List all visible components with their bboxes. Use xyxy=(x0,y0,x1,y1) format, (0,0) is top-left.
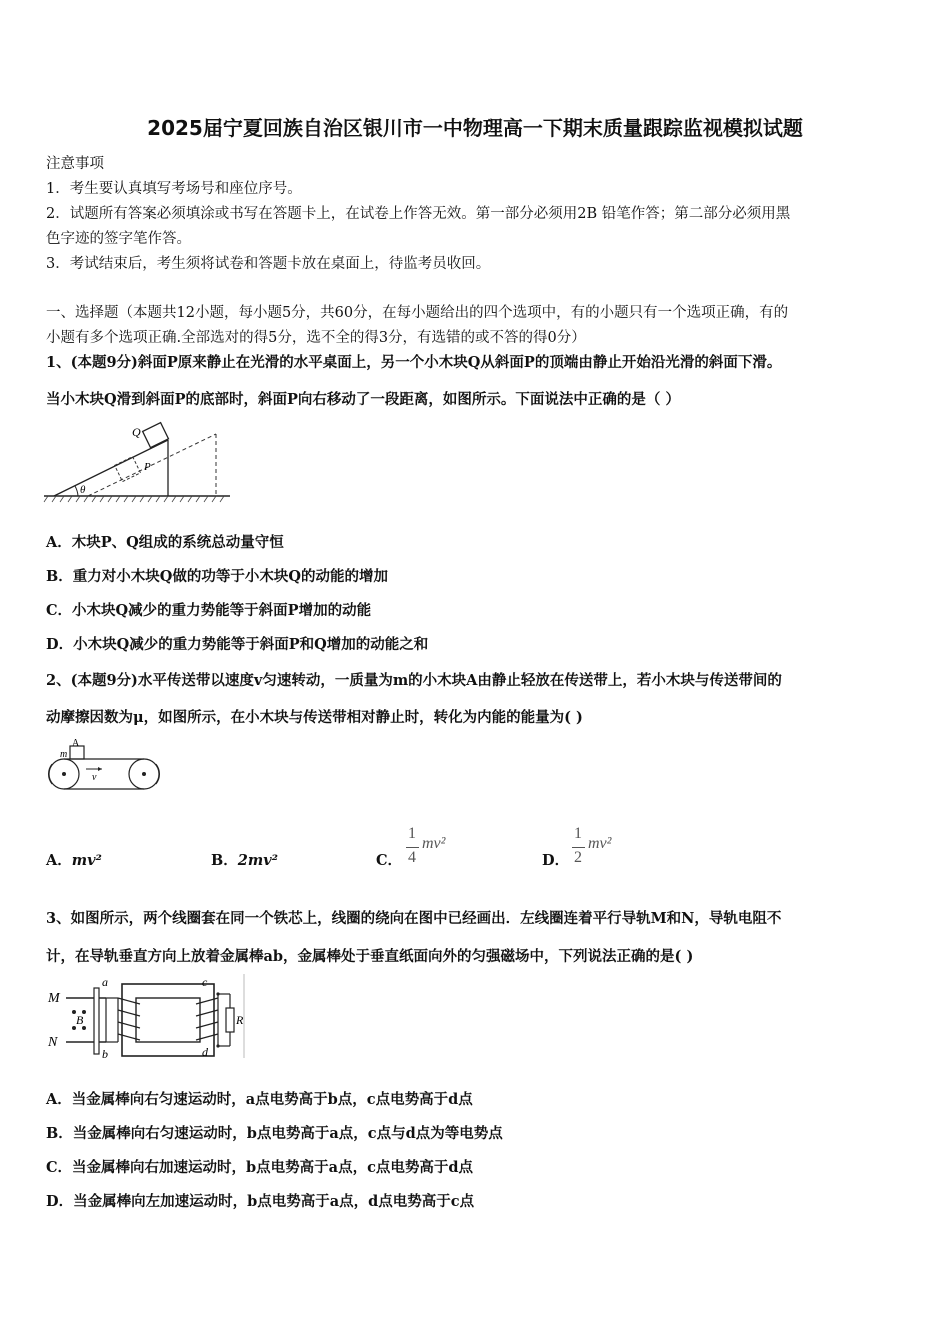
option-d-fraction xyxy=(572,825,632,869)
question-2-stem: 2、(本题9分)水平传送带以速度v匀速转动，一质量为m的小木块A由静止轻放在传送带上，若小木块与传送带间的 xyxy=(46,672,782,689)
fraction-numerator: 1 xyxy=(408,825,416,842)
option-c[interactable]: C．当金属棒向右加速运动时，b点电势高于a点，c点电势高于d点 xyxy=(46,1159,474,1176)
block-a-label: A xyxy=(72,738,80,749)
resistor-r-label: R xyxy=(236,1013,244,1027)
question-3-stem: 计，在导轨垂直方向上放着金属棒ab，金属棒处于垂直纸面向外的匀强磁场中，下列说法正确的是( ) xyxy=(46,948,694,965)
field-b-label: B xyxy=(76,1013,84,1027)
option-c-fraction xyxy=(406,825,466,869)
option-b-value: 2mv² xyxy=(237,852,278,869)
fraction-numerator: 1 xyxy=(574,825,582,842)
question-2-stem: 动摩擦因数为μ，如图所示，在小木块与传送带相对静止时，转化为内能的能量为( ) xyxy=(46,709,583,726)
option-b-label: B． xyxy=(211,852,238,869)
transformer-figure xyxy=(44,974,246,1062)
option-b[interactable]: B．重力对小木块Q做的功等于小木块Q的动能的增加 xyxy=(46,568,389,585)
rail-m-label: M xyxy=(48,991,60,1006)
option-b[interactable] xyxy=(211,849,278,870)
p-label: P xyxy=(144,461,151,473)
notice-item: 色字迹的签字笔作答。 xyxy=(46,231,191,247)
fraction-expression: mv² xyxy=(588,835,612,852)
question-3-stem: 3、如图所示，两个线圈套在同一个铁芯上，线圈的绕向在图中已经画出．左线圈连着平行导轨M和N，导轨电阻不 xyxy=(46,910,782,927)
fraction-denominator: 4 xyxy=(408,849,416,866)
fraction-denominator: 2 xyxy=(574,849,582,866)
q-label: Q xyxy=(132,425,141,439)
fraction-bar xyxy=(572,847,585,848)
point-d-label: d xyxy=(202,1045,208,1059)
section-heading-line: 小题有多个选项正确.全部选对的得5分，选不全的得3分，有选错的或不答的得0分） xyxy=(46,330,586,346)
option-c-label[interactable]: C． xyxy=(376,852,403,869)
option-b[interactable]: B．当金属棒向右匀速运动时，b点电势高于a点，c点与d点为等电势点 xyxy=(46,1125,503,1142)
mass-label: m xyxy=(60,749,68,760)
conveyor-figure xyxy=(44,738,166,796)
notice-item: 3．考试结束后，考生须将试卷和答题卡放在桌面上，待监考员收回。 xyxy=(46,256,491,272)
point-c-label: c xyxy=(202,975,208,989)
option-d[interactable]: D．小木块Q减少的重力势能等于斜面P和Q增加的动能之和 xyxy=(46,636,429,653)
point-b-label: b xyxy=(102,1047,108,1061)
incline-figure xyxy=(44,418,234,504)
section-heading-line: 一、选择题（本题共12小题，每小题5分，共60分，在每小题给出的四个选项中，有的小题只有一个选项正确，有的 xyxy=(46,305,789,321)
notice-heading: 注意事项 xyxy=(46,156,104,172)
option-a[interactable]: A．当金属棒向右匀速运动时，a点电势高于b点，c点电势高于d点 xyxy=(46,1091,473,1108)
option-a[interactable]: A．木块P、Q组成的系统总动量守恒 xyxy=(46,534,284,551)
fraction-bar xyxy=(406,847,419,848)
point-a-label: a xyxy=(102,975,108,989)
question-1-stem: 1、(本题9分)斜面P原来静止在光滑的水平桌面上，另一个小木块Q从斜面P的顶端由静止开始沿光滑的斜面下滑。 xyxy=(46,354,782,371)
rail-n-label: N xyxy=(48,1035,58,1050)
notice-item: 2．试题所有答案必须填涂或书写在答题卡上，在试卷上作答无效。第一部分必须用2B 铅笔作答；第二部分必须用黑 xyxy=(46,206,791,222)
option-a[interactable] xyxy=(46,849,102,870)
option-a-value: mv² xyxy=(71,852,102,869)
velocity-label: v xyxy=(92,772,97,783)
theta-label: θ xyxy=(80,484,86,496)
fraction-expression: mv² xyxy=(422,835,446,852)
question-1-stem: 当小木块Q滑到斜面P的底部时，斜面P向右移动了一段距离，如图所示。下面说法中正确的是（ ） xyxy=(46,391,680,408)
notice-item: 1．考生要认真填写考场号和座位序号。 xyxy=(46,181,302,197)
page-title: 2025届宁夏回族自治区银川市一中物理高一下期末质量跟踪监视模拟试题 xyxy=(147,116,803,140)
option-d[interactable]: D．当金属棒向左加速运动时，b点电势高于a点，d点电势高于c点 xyxy=(46,1193,475,1210)
option-c[interactable]: C．小木块Q减少的重力势能等于斜面P增加的动能 xyxy=(46,602,372,619)
option-a-label: A． xyxy=(46,852,72,869)
option-d-label[interactable]: D． xyxy=(542,852,570,869)
